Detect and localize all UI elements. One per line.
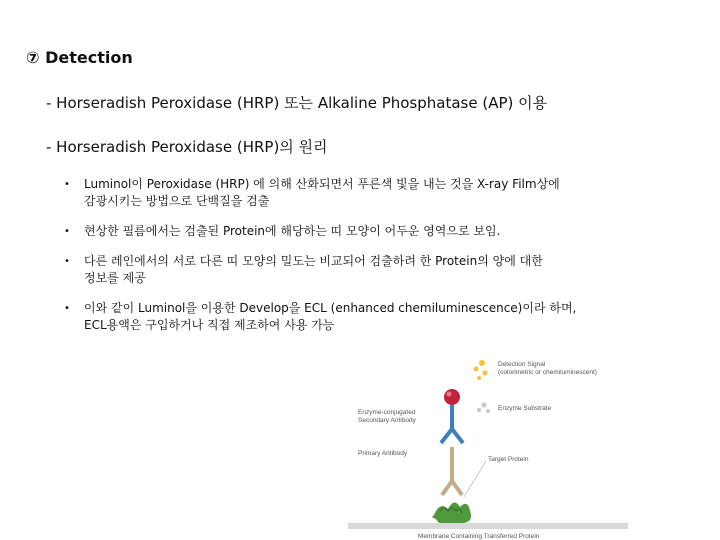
secondary-antibody-label: Secondary Antibody xyxy=(358,417,416,424)
western-blot-detection-diagram xyxy=(348,355,668,540)
diagram-svg xyxy=(348,355,668,540)
bullet-line: Luminol이 Peroxidase (HRP) 에 의해 산화되면서 푸른색 빛을 내는 것을 X-ray Film상에 xyxy=(84,177,560,191)
bullet-line: 다른 레인에서의 서로 다른 띠 모양의 밀도는 비교되어 검출하려 한 Protein의 양에 대한 xyxy=(84,254,543,268)
bullet-item xyxy=(60,300,660,334)
enzyme-substrate-label: Enzyme Substrate xyxy=(498,405,552,412)
section-title: ⑦ Detection xyxy=(26,48,133,67)
detection-signal-icon xyxy=(474,360,488,380)
target-protein-icon xyxy=(432,502,471,526)
enzyme-substrate-icon xyxy=(477,403,490,414)
enzyme-icon xyxy=(444,389,460,405)
bullet-dot-icon: • xyxy=(64,226,70,237)
bullet-list xyxy=(60,176,660,347)
primary-antibody-label: Primary Antibody xyxy=(358,450,408,457)
bullet-line: 이와 같이 Luminol을 이용한 Develop을 ECL (enhanced chemiluminescence)이라 하며, xyxy=(84,301,577,315)
enzyme-conjugated-label: Enzyme-conjugated xyxy=(358,409,416,416)
bullet-item xyxy=(60,253,660,287)
detection-signal-sub-label: (colorimetric or chemiluminescent) xyxy=(498,369,597,376)
bullet-line: 감광시키는 방법으로 단백질을 검출 xyxy=(84,194,270,208)
membrane-bar xyxy=(348,523,628,529)
bullet-dot-icon: • xyxy=(64,303,70,314)
target-protein-pointer xyxy=(464,461,486,497)
dash-item-hrp-ap: - Horseradish Peroxidase (HRP) 또는 Alkaline Phosphatase (AP) 이용 xyxy=(46,94,548,112)
bullet-dot-icon: • xyxy=(64,256,70,267)
bullet-line: ECL용액은 구입하거나 직접 제조하여 사용 가능 xyxy=(84,318,335,332)
bullet-line: 현상한 필름에서는 검출된 Protein에 해당하는 띠 모양이 어두운 영역으로 보임. xyxy=(84,224,501,238)
bullet-item xyxy=(60,176,660,210)
secondary-antibody-icon xyxy=(441,405,463,443)
detection-signal-label: Detection Signal xyxy=(498,361,546,368)
bullet-item xyxy=(60,223,660,240)
primary-antibody-icon xyxy=(442,447,462,495)
membrane-label: Membrane Containing Transferred Protein xyxy=(418,533,540,540)
bullet-dot-icon: • xyxy=(64,179,70,190)
dash-item-hrp-principle: - Horseradish Peroxidase (HRP)의 원리 xyxy=(46,138,328,156)
bullet-line: 정보를 제공 xyxy=(84,271,146,285)
target-protein-label: Target Protein xyxy=(488,456,529,463)
